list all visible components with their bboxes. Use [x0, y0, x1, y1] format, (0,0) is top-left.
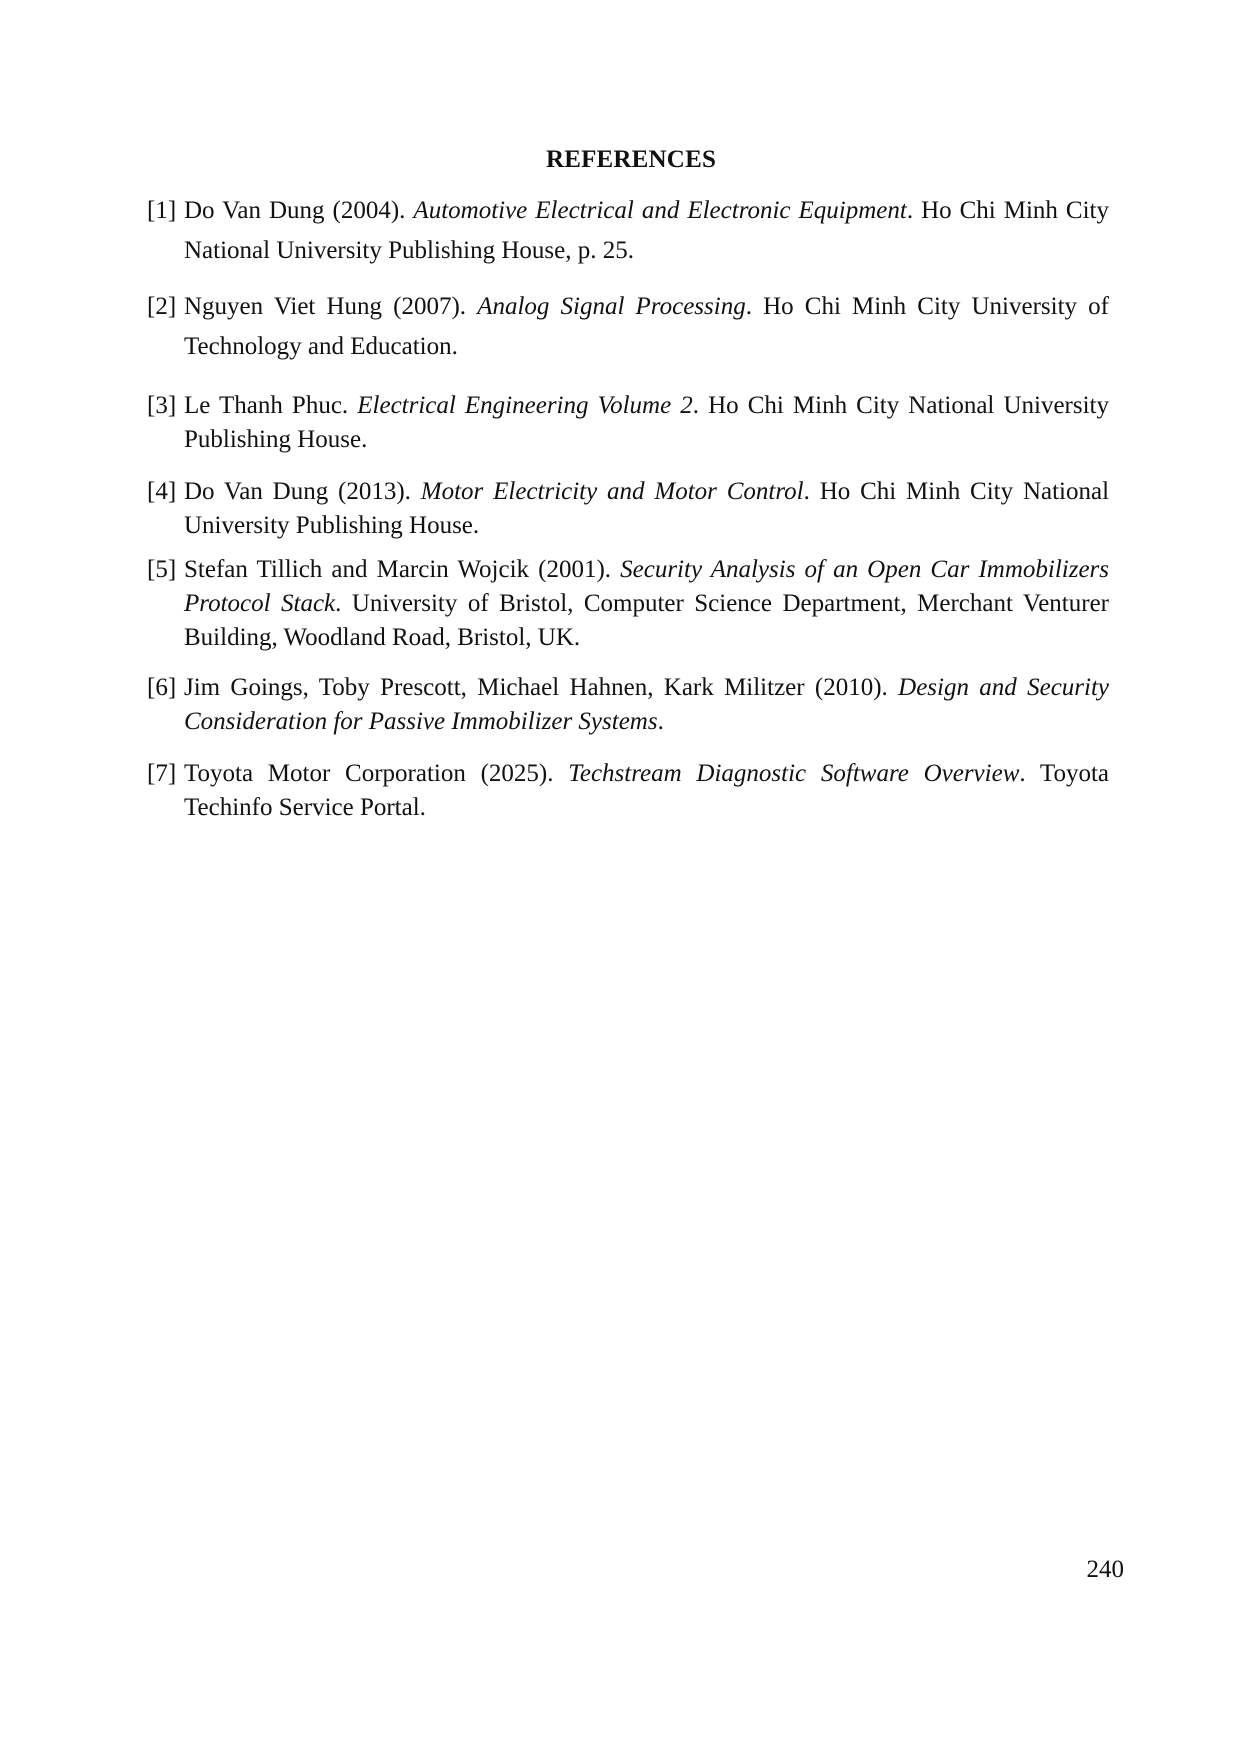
reference-title: Security Analysis of an Open Car Immobilizers Protocol Stack: [184, 556, 1109, 617]
reference-title: Analog Signal Processing: [477, 293, 746, 320]
reference-title: Design and Security Consideration for Passive Immobilizer Systems: [184, 674, 1110, 735]
reference-publisher: . Toyota Techinfo Service Portal.: [184, 760, 1109, 821]
reference-authors: Le Thanh Phuc.: [184, 392, 358, 419]
reference-authors: Jim Goings, Toby Prescott, Michael Hahnen, Kark Militzer (2010).: [184, 674, 899, 701]
reference-publisher: . University of Bristol, Computer Science Department, Merchant Venturer Building, Woodland Road, Bristol, UK.: [184, 590, 1109, 651]
reference-list: [147, 191, 1109, 825]
reference-publisher: . Ho Chi Minh City University of Technology and Education.: [184, 293, 1109, 360]
reference-item: [147, 757, 1109, 825]
reference-number: [5]: [147, 556, 177, 583]
reference-item: [147, 191, 1109, 271]
reference-item: [147, 553, 1109, 655]
reference-number: [1]: [147, 197, 177, 224]
reference-authors: Do Van Dung (2013).: [184, 478, 421, 505]
reference-publisher: . Ho Chi Minh City National University Publishing House, p. 25.: [184, 197, 1109, 264]
reference-authors: Nguyen Viet Hung (2007).: [184, 293, 478, 320]
page-number: 240: [1086, 1556, 1124, 1583]
reference-title: Motor Electricity and Motor Control: [420, 478, 804, 505]
reference-number: [7]: [147, 760, 177, 787]
reference-number: [3]: [147, 392, 177, 419]
reference-item: [147, 475, 1109, 543]
reference-publisher: . Ho Chi Minh City National University Publishing House.: [184, 392, 1109, 453]
reference-item: [147, 389, 1109, 457]
reference-title: Electrical Engineering Volume 2: [357, 392, 693, 419]
page-title: REFERENCES: [545, 146, 717, 173]
reference-publisher: .: [657, 708, 664, 735]
reference-number: [6]: [147, 674, 177, 701]
reference-number: [2]: [147, 293, 177, 320]
reference-title: Automotive Electrical and Electronic Equipment: [413, 197, 907, 224]
reference-number: [4]: [147, 478, 177, 505]
reference-item: [147, 287, 1109, 367]
reference-publisher: . Ho Chi Minh City National University Publishing House.: [184, 478, 1110, 539]
reference-authors: Do Van Dung (2004).: [184, 197, 414, 224]
reference-item: [147, 671, 1109, 739]
reference-authors: Stefan Tillich and Marcin Wojcik (2001).: [184, 556, 621, 583]
reference-authors: Toyota Motor Corporation (2025).: [184, 760, 569, 787]
reference-title: Techstream Diagnostic Software Overview: [568, 760, 1020, 787]
